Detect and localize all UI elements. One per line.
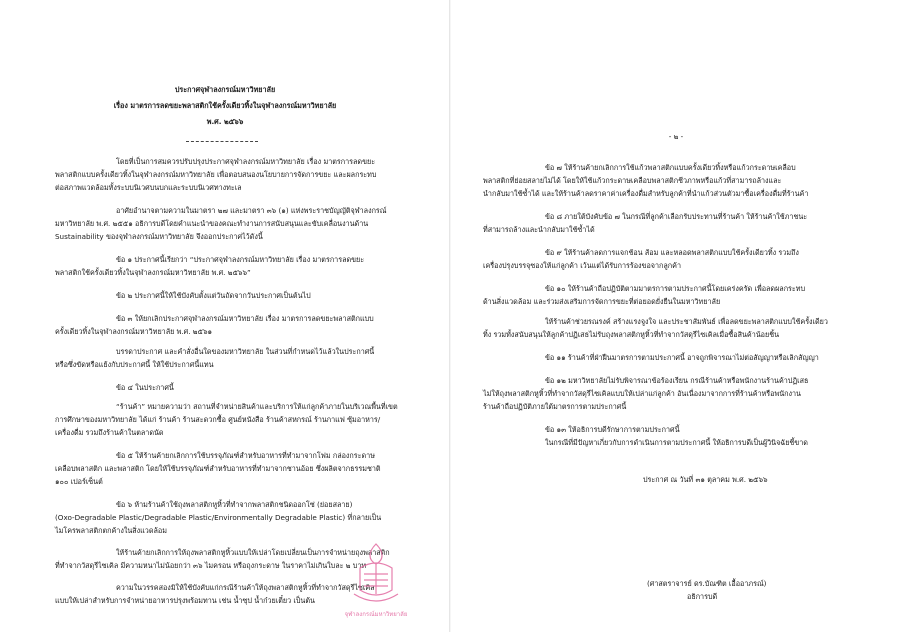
clause-3-paragraph-2-line1: บรรดาประกาศ และคำสั่งอื่นใดของมหาวิทยาลัย ในส่วนที่กำหนดไว้แล้วในประกาศนี้ <box>116 347 375 356</box>
clause-4: ข้อ ๔ ในประกาศนี้ <box>116 383 174 392</box>
clause-12-line1: ข้อ ๑๒ มหาวิทยาลัยไม่รับพิจารณาข้อร้องเรียน กรณีร้านค้าหรือพนักงานร้านค้าปฏิเสธ <box>545 376 809 385</box>
clause-7-line2: พลาสติกที่ย่อยสลายไม่ได้ โดยให้ใช้แก้วกระดาษเคลือบพลาสติกชีวภาพหรือแก้วที่สามารถล้างและ <box>483 176 782 185</box>
clause-8-line1: ข้อ ๘ ภายใต้บังคับข้อ ๗ ในกรณีที่ลูกค้าเลือกรับประทานที่ร้านค้า ให้ร้านค้าใช้ภาชนะ <box>545 212 808 221</box>
clause-5-line1: ข้อ ๕ ให้ร้านค้ายกเลิกการใช้บรรจุภัณฑ์สำหรับอาหารที่ทำมาจากโฟม กล่องกระดาษ <box>116 451 375 460</box>
intro-paragraph-1-line2: พลาสติกแบบครั้งเดียวทิ้งในจุฬาลงกรณ์มหาวิทยาลัย เพื่อตอบสนองนโยบายการจัดการขยะ และผลกระทบ <box>55 170 377 179</box>
announcement-date: ประกาศ ณ วันที่ ๓๑ ตุลาคม พ.ศ. ๒๕๖๖ <box>643 475 768 484</box>
clause-7-line3: นำกลับมาใช้ซ้ำได้ และให้ร้านค้าลดราคาค่าเครื่องดื่มสำหรับลูกค้าที่นำแก้วส่วนตัวมาซื้อเครื่องดื่มที่ร้านค้า <box>483 189 809 198</box>
university-seal-stamp <box>338 538 414 622</box>
seal-text: จุฬาลงกรณ์มหาวิทยาลัย <box>344 611 408 618</box>
clause-4-definition-line2: การศึกษาของมหาวิทยาลัย ได้แก่ ร้านค้า ร้านสะดวกซื้อ ศูนย์หนังสือ ร้านค้าสหกรณ์ ร้านกาแฟ ซุ้มอาหาร/ <box>55 415 381 424</box>
clause-7-line1: ข้อ ๗ ให้ร้านค้ายกเลิกการใช้แก้วพลาสติกแบบครั้งเดียวทิ้งหรือแก้วกระดาษเคลือบ <box>545 163 796 172</box>
clause-12-line3: ร้านค้าถือปฏิบัติภายใต้มาตรการตามประกาศนี้ <box>483 402 627 411</box>
clause-13-paragraph-2: ในกรณีที่มีปัญหาเกี่ยวกับการดำเนินการตามประกาศนี้ ให้อธิการบดีเป็นผู้วินิจฉัยชี้ขาด <box>545 438 808 447</box>
title-divider <box>186 141 258 142</box>
announcement-title-year: พ.ศ. ๒๕๖๖ <box>206 117 244 126</box>
clause-6-paragraph-3-line2: แบบให้เปล่าสำหรับการจำหน่ายอาหารปรุงพร้อมทาน เช่น น้ำซุป น้ำก๋วยเตี๋ยว เป็นต้น <box>55 596 315 605</box>
intro-paragraph-1-line3: ต่อสภาพแวดล้อมทั้งระบบนิเวศบนบกและระบบนิเวศทางทะเล <box>55 183 242 192</box>
page-number: - ๒ - <box>668 132 684 141</box>
clause-3-line1: ข้อ ๓ ให้ยกเลิกประกาศจุฬาลงกรณ์มหาวิทยาลัย เรื่อง มาตรการลดขยะพลาสติกแบบ <box>116 314 374 323</box>
clause-5-line3: ๑๐๐ เปอร์เซ็นต์ <box>55 477 103 486</box>
clause-4-definition-line1: “ร้านค้า” หมายความว่า สถานที่จำหน่ายสินค้าและบริการให้แก่ลูกค้าภายในบริเวณพื้นที่เขต <box>116 402 398 411</box>
announcement-title-line2: เรื่อง มาตรการลดขยะพลาสติกใช้ครั้งเดียวทิ้งในจุฬาลงกรณ์มหาวิทยาลัย <box>113 101 337 110</box>
clause-4-definition-line3: เครื่องดื่ม รวมถึงร้านค้าในตลาดนัด <box>55 428 164 437</box>
clause-6-paragraph-2-line2: ที่ทำจากวัสดุรีไซเคิล มีความหนาไม่น้อยกว่า ๓๖ ไมครอน หรือถุงกระดาษ ในราคาไม่เกินใบละ ๒ บาท <box>55 561 367 570</box>
clause-2: ข้อ ๒ ประกาศนี้ให้ใช้บังคับตั้งแต่วันถัดจากวันประกาศเป็นต้นไป <box>116 291 311 300</box>
clause-13: ข้อ ๑๓ ให้อธิการบดีรักษาการตามประกาศนี้ <box>545 425 680 434</box>
clause-6-paragraph-3-line1: ความในวรรคสองมิให้ใช้บังคับแก่กรณีร้านค้าให้ถุงพลาสติกหูหิ้วที่ทำจากวัสดุรีไซเคิล <box>116 583 375 592</box>
clause-6-paragraph-2-line1: ให้ร้านค้ายกเลิกการให้ถุงพลาสติกหูหิ้วแบบให้เปล่าโดยเปลี่ยนเป็นการจำหน่ายถุงพลาสติก <box>116 548 390 557</box>
signer-title: อธิการบดี <box>687 592 718 601</box>
intro-paragraph-1-line1: โดยที่เป็นการสมควรปรับปรุงประกาศจุฬาลงกรณ์มหาวิทยาลัย เรื่อง มาตรการลดขยะ <box>116 157 376 166</box>
clause-1-line2: พลาสติกใช้ครั้งเดียวทิ้งในจุฬาลงกรณ์มหาวิทยาลัย พ.ศ. ๒๕๖๖” <box>55 268 251 277</box>
clause-12-line2: ไม่ให้ถุงพลาสติกหูหิ้วที่ทำจากวัสดุรีไซเคิลแบบให้เปล่าแก่ลูกค้า อันเนื่องมาจากการที่ร้านค้าหรือพนักงาน <box>483 389 801 398</box>
clause-11: ข้อ ๑๑ ร้านค้าที่ฝ่าฝืนมาตรการตามประกาศนี้ อาจถูกพิจารณาไม่ต่อสัญญาหรือเลิกสัญญา <box>545 353 819 362</box>
clause-9-line2: เครื่องปรุงบรรจุซองให้แก่ลูกค้า เว้นแต่ได้รับการร้องขอจากลูกค้า <box>483 261 681 270</box>
intro-paragraph-2-line3: Sustainability ของจุฬาลงกรณ์มหาวิทยาลัย จึงออกประกาศไว้ดังนี้ <box>55 232 263 241</box>
clause-3-line2: ครั้งเดียวทิ้งในจุฬาลงกรณ์มหาวิทยาลัย พ.ศ. ๒๕๖๑ <box>55 327 213 336</box>
clause-9-line1: ข้อ ๙ ให้ร้านค้าลดการแจกช้อน ส้อม และหลอดพลาสติกแบบใช้ครั้งเดียวทิ้ง รวมถึง <box>545 248 799 257</box>
signer-name: (ศาสตราจารย์ ดร.บัณฑิต เอื้ออาภรณ์) <box>647 579 767 588</box>
intro-paragraph-2-line1: อาศัยอำนาจตามความในมาตรา ๒๗ และมาตรา ๓๖ (๑) แห่งพระราชบัญญัติจุฬาลงกรณ์ <box>116 206 387 215</box>
page-1 <box>0 0 450 632</box>
clause-8-line2: ที่สามารถล้างและนำกลับมาใช้ซ้ำได้ <box>483 225 595 234</box>
page-2 <box>451 0 901 632</box>
clause-3-paragraph-2-line2: หรือซึ่งขัดหรือแย้งกับประกาศนี้ ให้ใช้ประกาศนี้แทน <box>55 360 214 369</box>
clause-10-paragraph-2-line1: ให้ร้านค้าช่วยรณรงค์ สร้างแรงจูงใจ และประชาสัมพันธ์ เพื่อลดขยะพลาสติกแบบใช้ครั้งเดียว <box>545 317 828 326</box>
intro-paragraph-2-line2: มหาวิทยาลัย พ.ศ. ๒๕๕๑ อธิการบดีโดยคำแนะนำของคณะทำงานการสนับสนุนและขับเคลื่อนงานด้าน <box>55 219 369 228</box>
clause-1-line1: ข้อ ๑ ประกาศนี้เรียกว่า “ประกาศจุฬาลงกรณ์มหาวิทยาลัย เรื่อง มาตรการลดขยะ <box>116 255 365 264</box>
clause-10-paragraph-2-line2: ทิ้ง รวมทั้งสนับสนุนให้ลูกค้าปฏิเสธไม่รับถุงพลาสติกหูหิ้วที่ทำจากวัสดุรีไซเคิลเมื่อซื้อสินค้าน้อยชิ้น <box>483 330 779 339</box>
clause-6-line3: ไมโครพลาสติกตกค้างในสิ่งแวดล้อม <box>55 526 167 535</box>
clause-6-line1: ข้อ ๖ ห้ามร้านค้าใช้ถุงพลาสติกหูหิ้วที่ทำจากพลาสติกชนิดออกโซ่ (ย่อยสลาย) <box>116 500 353 509</box>
announcement-title-line1: ประกาศจุฬาลงกรณ์มหาวิทยาลัย <box>174 85 276 94</box>
clause-10-line1: ข้อ ๑๐ ให้ร้านค้าถือปฏิบัติตามมาตรการตามประกาศนี้โดยเคร่งครัด เพื่อลดผลกระทบ <box>545 284 806 293</box>
clause-6-line2: (Oxo-Degradable Plastic/Degradable Plastic/Environmentally Degradable Plastic) ที่กลายเป็น <box>55 513 382 522</box>
clause-5-line2: เคลือบพลาสติก และพลาสติก โดยให้ใช้บรรจุภัณฑ์สำหรับอาหารที่ทำมาจากชานอ้อย ซึ่งผลิตจากธรรมชาติ <box>55 464 381 473</box>
clause-10-line2: ด้านสิ่งแวดล้อม และร่วมส่งเสริมการจัดการขยะที่ต่อยอดยั่งยืนในมหาวิทยาลัย <box>483 297 721 306</box>
